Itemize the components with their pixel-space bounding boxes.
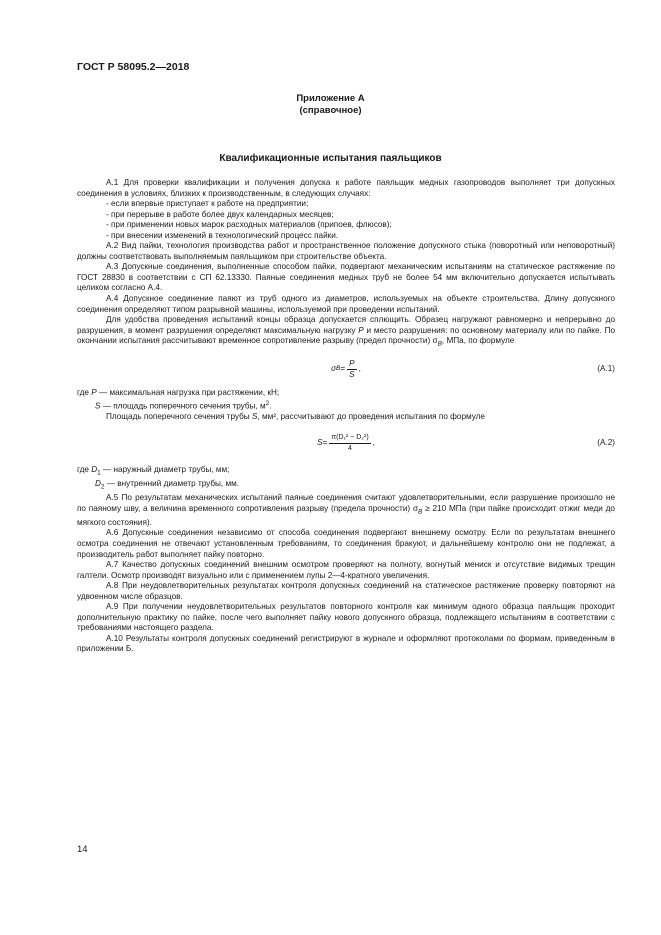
paragraph-a8: А.8 При неудовлетворительных результатах контроля допускных соединений на статическое растяжение проверку повторяют на удвоенном числе образцов. [77,581,615,601]
where-p: где P — максимальная нагрузка при растяжении, кН; [77,388,280,398]
where-s: S — площадь поперечного сечения трубы, $м^2$. [95,399,272,411]
paragraph-a1: А.1 Для проверки квалификации и получения допуска к работе паяльщик медных газопроводов выполняет три допускных соединения в условиях, близких к производственным, в следующих случаях: [77,178,615,198]
paragraph-a10: А.10 Результаты контроля допускных соединений регистрируют в журнале и оформляют протоколами по формам, приведенным в приложении Б. [77,633,615,654]
list-item: - при применении новых марок расходных материалов (припоев, флюсов); [106,220,392,230]
paragraph-a9: А.9 При получении неудовлетворительных результатов повторного контроля как минимум одного образца паяльщик проходит дополнительную практику по пайке, после чего выполняет пайку нового допускного образца, подлежащего испытаниям в соответствии с требованиями настоящего раздела. [77,602,615,633]
formula-number: (А.2) [597,438,615,448]
list-item: - при перерыве в работе более двух календарных месяцев; [106,209,334,219]
paragraph-a4: А.4 Допускное соединение паяют из труб одного из диаметров, используемых на объекте строительства. Длину допускного соединения определяют типом разрывной машины, используемой при проведении испытаний. [77,294,615,314]
paragraph-a7: А.7 Качество допускных соединений внешним осмотром проверяют на полноту, вогнутый мениск и отсутствие видимых трещин галтели. Осмотр производят визуально или с применением лупы 2—4-кратного увеличения. [77,560,615,580]
paragraph-a5: А.5 По результатам механических испытаний паяные соединения считают удовлетворительными, если разрушение произошло не по паяному шву, а величина временного сопротивления разрыву (предела прочности) $\sigma_B \ge 210$ МПа (при пайке происходит отжиг меди до мягкого состояния). [77,493,615,527]
list-item: - если впервые приступает к работе на предприятии; [106,199,309,209]
section-title: Квалификационные испытания паяльщиков [219,153,442,164]
page-number: 14 [77,844,88,855]
paragraph-a3: А.3 Допускные соединения, выполненные способом пайки, подвергают механическим испытаниям на статическое растяжение по ГОСТ 28830 в соответствии с СП 62.13330. Паяные соединения медных труб не более 54 мм включительно допускается испытывать целиком согласно А.4. [77,262,615,293]
appendix-title: Приложение А [296,93,365,104]
paragraph-a6: А.6 Допускные соединения независимо от способа соединения подвергают внешнему осмотру. Если по результатам внешнего осмотра соединения не отвечают установленным требованиям, то соединения бракуют, и дальнейшему контролю они не подлежат, а производитель работ выполняет пайку повторно. [77,528,615,559]
appendix-subtitle: (справочное) [299,105,362,116]
where-d1: где $D_1$ — наружный диаметр трубы, мм; [77,464,230,477]
formula-number: (А.1) [597,364,615,374]
where-d2: $D_2$ — внутренний диаметр трубы, мм. [95,478,240,491]
area-intro: Площадь поперечного сечения трубы S, мм², рассчитывают до проведения испытания по формуле [106,412,485,422]
formula-a2: S = $\frac{\text{π(D₁² − D₂²)}}{4}$ , (А.2) [317,434,615,453]
formula-a1: σ B = $\frac{P}{S}$ , (А.1) [331,358,615,379]
document-header: ГОСТ Р 58095.2—2018 [77,61,190,73]
document-body [77,178,615,655]
paragraph-a4-specimen: Для удобства проведения испытаний концы образца допускается сплющить. Образец нагружают равномерно и непрерывно до разрушения, в момент разрушения определяют максимальную нагрузку P и место разрушения: по основному материалу или по пайке. По окончании испытания рассчитывают временное сопротивление разрыву (предел прочности) $\sigma_B$, МПа, по формуле [77,315,616,348]
paragraph-a2: А.2 Вид пайки, технология производства работ и пространственное положение допускного стыка (поворотный или неповоротный) должны соответствовать выполняемым паяльщиком при строительстве объекта. [77,241,615,261]
list-item: - при внесении изменений в технологический процесс пайки. [106,230,339,240]
